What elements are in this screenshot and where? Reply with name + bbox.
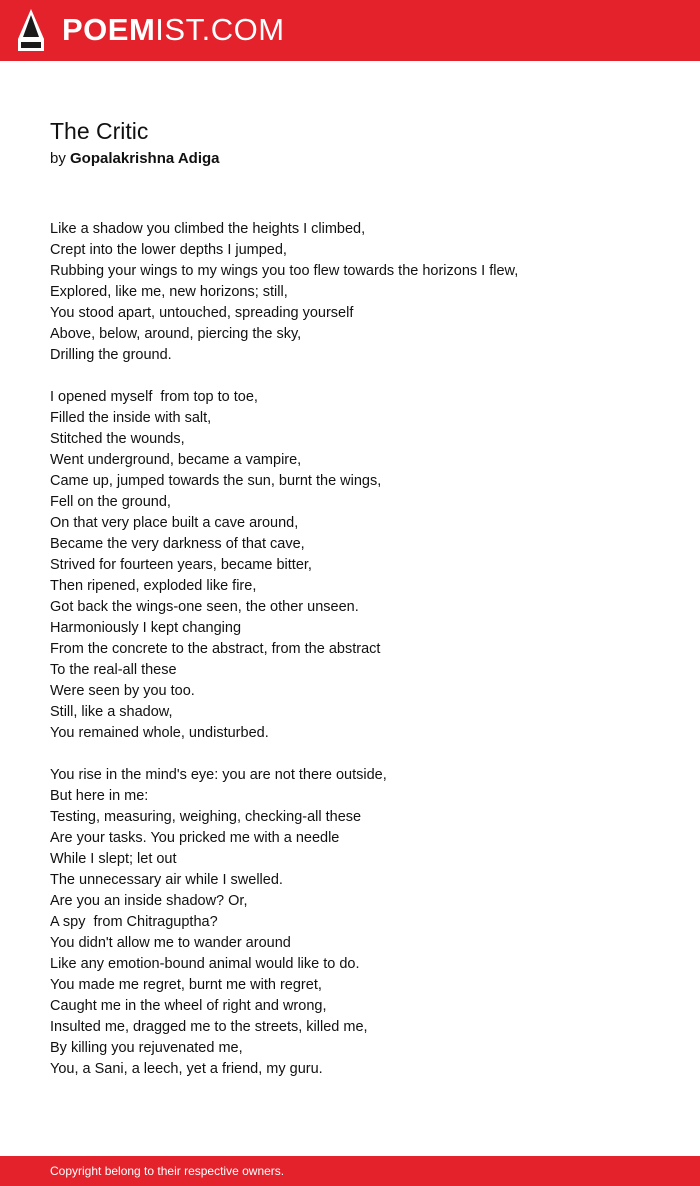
- poem-line: Are your tasks. You pricked me with a needle: [50, 830, 340, 846]
- poem-line: On that very place built a cave around,: [50, 515, 299, 531]
- poem-line: Strived for fourteen years, became bitter,: [50, 557, 312, 573]
- poem-line: To the real-all these: [50, 662, 177, 678]
- poem-title: The Critic: [50, 118, 149, 144]
- poem-line: Like a shadow you climbed the heights I climbed,: [50, 221, 366, 237]
- poem-line: Like any emotion-bound animal would like to do.: [50, 956, 360, 972]
- poem-line: Went underground, became a vampire,: [50, 452, 302, 468]
- poem-line: You didn't allow me to wander around: [50, 935, 291, 951]
- poem-line: You stood apart, untouched, spreading yourself: [50, 305, 354, 321]
- by-label: by: [50, 150, 66, 167]
- poem-line: The unnecessary air while I swelled.: [50, 872, 283, 888]
- site-footer: [0, 1156, 700, 1186]
- poem-line: Are you an inside shadow? Or,: [50, 893, 248, 909]
- poem-line: A spy from Chitraguptha?: [50, 914, 218, 930]
- pencil-icon[interactable]: [18, 9, 44, 51]
- poem-line: Came up, jumped towards the sun, burnt the wings,: [50, 473, 382, 489]
- poem-stanza: [50, 219, 670, 366]
- poem-line: Insulted me, dragged me to the streets, killed me,: [50, 1019, 368, 1035]
- site-header: [0, 0, 700, 61]
- poem-line: Harmoniously I kept changing: [50, 620, 242, 636]
- poem-line: Filled the inside with salt,: [50, 410, 212, 426]
- byline: [50, 149, 220, 169]
- logo-bold-text: POEM: [62, 12, 156, 47]
- poem-line: Drilling the ground.: [50, 347, 172, 363]
- poem-line: Fell on the ground,: [50, 494, 171, 510]
- poem-stanza: [50, 387, 670, 744]
- poem-line: Above, below, around, piercing the sky,: [50, 326, 302, 342]
- poem-line: But here in me:: [50, 788, 149, 804]
- site-logo[interactable]: [62, 11, 285, 49]
- poem-line: Still, like a shadow,: [50, 704, 173, 720]
- poem-line: You remained whole, undisturbed.: [50, 725, 269, 741]
- poem-line: Stitched the wounds,: [50, 431, 185, 447]
- poem-line: Got back the wings-one seen, the other unseen.: [50, 599, 359, 615]
- poem-line: You made me regret, burnt me with regret,: [50, 977, 322, 993]
- poem-line: I opened myself from top to toe,: [50, 389, 258, 405]
- poem-line: You, a Sani, a leech, yet a friend, my guru.: [50, 1061, 323, 1077]
- poem-line: Crept into the lower depths I jumped,: [50, 242, 287, 258]
- poem-line: Were seen by you too.: [50, 683, 195, 699]
- copyright-notice: Copyright belong to their respective owners.: [50, 1164, 285, 1178]
- poem-line: By killing you rejuvenated me,: [50, 1040, 243, 1056]
- poem-line: Became the very darkness of that cave,: [50, 536, 305, 552]
- poem-stanza: [50, 765, 670, 1080]
- poem-author: Gopalakrishna Adiga: [70, 150, 220, 167]
- poem-line: Then ripened, exploded like fire,: [50, 578, 257, 594]
- poem-line: You rise in the mind's eye: you are not there outside,: [50, 767, 387, 783]
- poem-line: From the concrete to the abstract, from the abstract: [50, 641, 381, 657]
- poem-body: [50, 219, 670, 1101]
- poem-line: Rubbing your wings to my wings you too flew towards the horizons I flew,: [50, 263, 519, 279]
- logo-light-text: IST.COM: [155, 12, 285, 47]
- poem-line: Caught me in the wheel of right and wrong,: [50, 998, 327, 1014]
- poem-line: Explored, like me, new horizons; still,: [50, 284, 288, 300]
- poem-line: Testing, measuring, weighing, checking-all these: [50, 809, 362, 825]
- poem-line: While I slept; let out: [50, 851, 177, 867]
